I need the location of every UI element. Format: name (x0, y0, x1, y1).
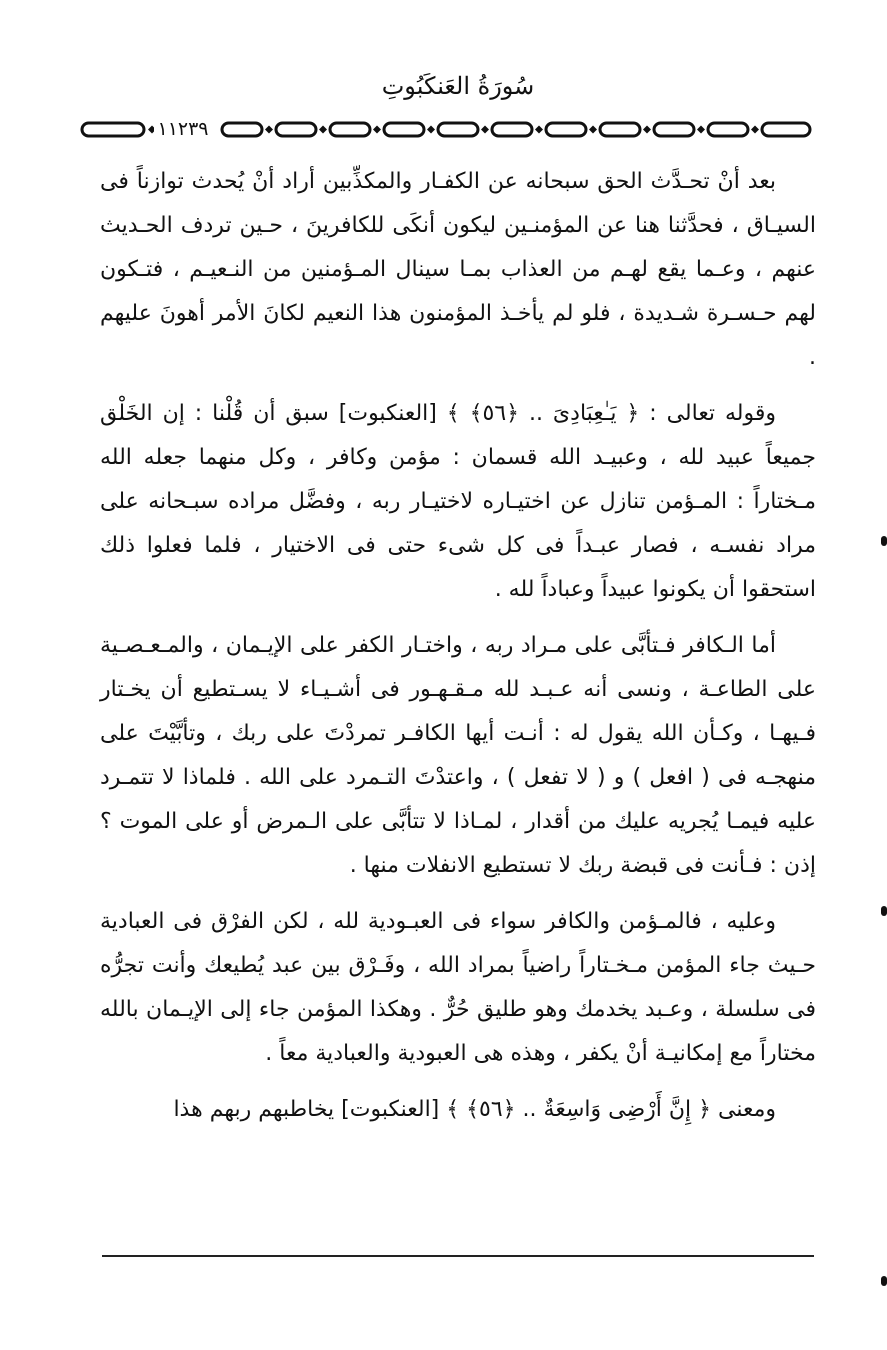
paragraph: أما الـكافر فـتأبَّى على مـراد ربه ، واختـار الكفر على الإيـمان ، والمـعـصـية على الطاعـة ، ونسى أنه عـبـد لله مـقـهـور فى أشـيـاء لا يسـتطيع أن يخـتار فـيهـا ، وكـأن الله يقول له : أنـت أيها الكافـر تمردْتَ على ربك ، وتأبَّيْتَ على منهجـه فى ( افعل ) و ( لا تفعل ) ، واعتدْتَ التـمرد على الله . فلماذا لا تتمـرد عليه فيمـا يُجريه عليك من أقدار ، لمـاذا لا تتأبَّى على الـمرض أو على الموت ؟ إذن : فـأنت فى قبضة ربك لا تستطيع الانفلات منها . (100, 633, 816, 878)
margin-mark (881, 536, 887, 546)
page-header (100, 68, 816, 108)
paragraph: بعد أنْ تحـدَّث الحق سبحانه عن الكفـار والمكذِّبين أراد أنْ يُحدث توازناً فى السيـاق ، فحدَّثنا هنا عن المؤمنـين ليكون أنكَى للكافرينَ ، حـين تردف الحـديث عنهم ، وعـما يقع لهـم من العذاب بمـا سينال المـؤمنين من النـعيـم ، فتـكون لهم حـسـرة شـديدة ، فلو لم يأخـذ المؤمنون هذا النعيم لكانَ الأمر أهونَ عليهم . (100, 169, 816, 370)
footer-rule (102, 1255, 814, 1257)
margin-mark (881, 906, 887, 916)
margin-mark (881, 1276, 887, 1286)
body-text (100, 160, 816, 1144)
page-number: ١١٢٣٩ (154, 116, 212, 140)
paragraph: وعليه ، فالمـؤمن والكافر سواء فى العبـودية لله ، لكن الفرْق فى العبادية حـيث جاء المؤمن مـخـتاراً راضياً بمراد الله ، وفَـرْق بين عبد يُطيعك وأنت تجرُّه فى سلسلة ، وعـبد يخدمك وهو طليق حُرٌّ . وهكذا المؤمن جاء إلى الإيـمان بالله مختاراً مع إمكانيـة أنْ يكفر ، وهذه هى العبودية والعبادية معاً . (100, 909, 816, 1066)
paragraph: ومعنى ﴿ إِنَّ أَرْضِى وَاسِعَةٌ .. ﴿٥٦﴾ ﴾ [العنكبوت] يخاطبهم ربهم هذا (173, 1097, 776, 1122)
paragraph: وقوله تعالى : ﴿ يَـٰعِبَادِىَ .. ﴿٥٦﴾ ﴾ [العنكبوت] سبق أن قُلْنا : إن الخَلْق جميعاً عبيد لله ، وعبيـد الله قسمان : مؤمن وكافر ، وكل منهما جعله الله مـختاراً : المـؤمن تنازل عن اختيـاره لاختيـار ربه ، وفضَّل مراده سبـحانه على مراد نفسـه ، فصار عبـداً فى كل شىء حتى فى الاختيار ، فلما فعلوا ذلك استحقوا أن يكونوا عبيداً وعباداً لله . (100, 401, 816, 602)
surah-title: سُورَةُ العَنكَبُوتِ (381, 72, 535, 100)
